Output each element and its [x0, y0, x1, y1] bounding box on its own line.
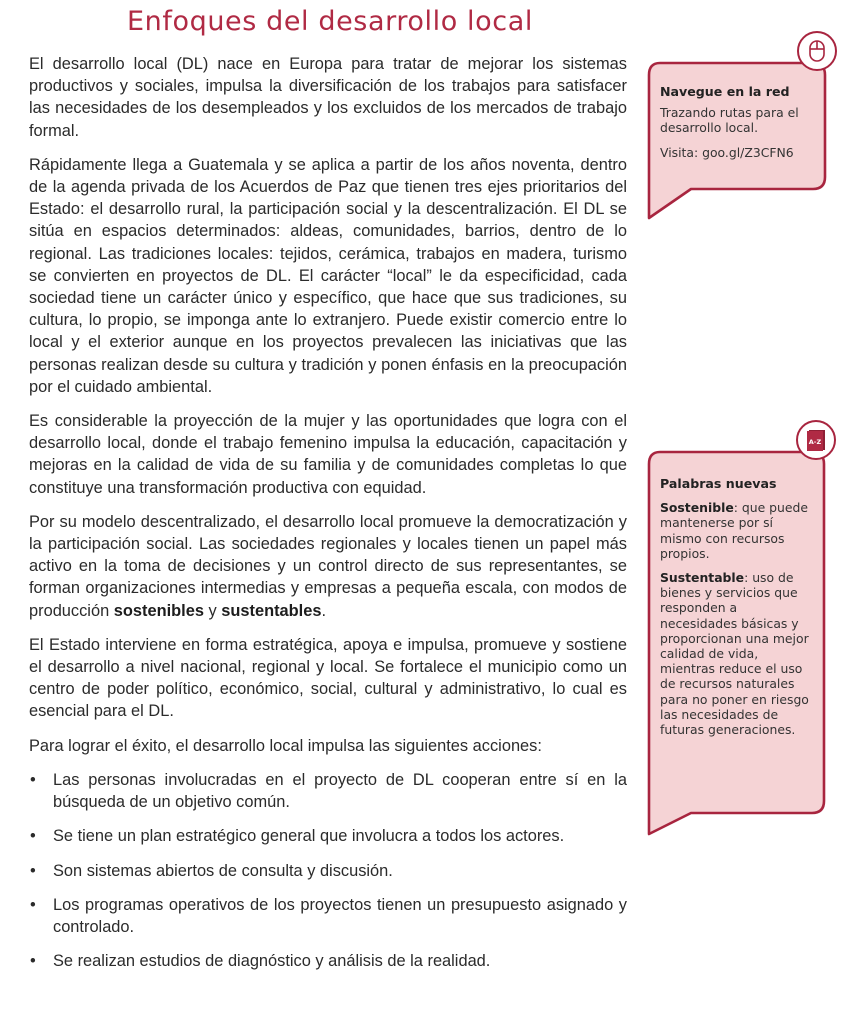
paragraph-text: y	[203, 601, 222, 620]
glossary-entry-sustentable	[660, 570, 815, 737]
paragraph-state: El Estado interviene en forma estratégica, apoya e impulsa, promueve y sostiene el desarrollo a nivel nacional, regional y local. Se fortalece el municipio como un centro de poder político, económico, social, cultural y administrativo, lo cual es esencial para el DL.	[29, 635, 627, 721]
list-item-text: Los programas operativos de los proyectos tienen un presupuesto asignado y controlado.	[53, 895, 627, 936]
list-item-text: Se tiene un plan estratégico general que involucra a todos los actores.	[53, 827, 565, 846]
paragraph-text: Por su modelo descentralizado, el desarrollo local promueve la democratización y la participación social. Las sociedades regionales y locales tienen un papel más activo en la toma de decisiones y un control directo de sus representantes, se forman organizaciones intermedias y empresas a pequeña escala, con modos de producción	[29, 512, 627, 620]
list-item-text: Se realizan estudios de diagnóstico y análisis de la realidad.	[53, 952, 491, 971]
list-item-text: Son sistemas abiertos de consulta y discusión.	[53, 861, 393, 880]
main-content	[29, 53, 627, 984]
page-title: Enfoques del desarrollo local	[127, 6, 533, 37]
glossary-definition: : que puede mantenerse por sí mismo con recursos propios.	[660, 500, 808, 561]
box-title: Navegue en la red	[660, 84, 790, 99]
paragraph-guatemala: Rápidamente llega a Guatemala y se aplica a partir de los años noventa, dentro de la agenda privada de los Acuerdos de Paz que tienen tres ejes prioritarios del Estado: el desarrollo rural, la participación social y la descentralización. El DL se sitúa en espacios determinados: aldeas, comunidades, barrios, dentro de lo regional. Las tradiciones locales: tejidos, cerámica, trabajos en madera, turismo se convierten en proyectos de DL. El carácter “local” le da especificidad, cada sociedad tiene un carácter único y específico, que hace que sus tradiciones, su cultura, lo propio, se imponga ante lo extranjero. Puede existir comercio entre lo local y el exterior aunque en los proyectos prevalecen las iniciativas que las personas realizan desde su cultura y tradición y ponen énfasis en la preocupación por el cuidado ambiental.	[29, 155, 627, 396]
list-intro: Para lograr el éxito, el desarrollo local impulsa las siguientes acciones:	[29, 736, 542, 755]
bullet-icon: •	[30, 952, 36, 971]
box-description: Trazando rutas para el desarrollo local.	[660, 105, 799, 136]
list-item	[29, 860, 627, 882]
paragraph-women: Es considerable la proyección de la mujer y las oportunidades que logra con el desarrollo local, donde el trabajo femenino impulsa la educación, capacitación y mejoras en la calidad de vida de su familia y de comunidades completas lo que constituye una transformación productiva con equidad.	[29, 412, 627, 497]
bullet-icon: •	[30, 861, 36, 880]
glossary-term: Sustentable	[660, 570, 745, 586]
glossary-entry-sostenible	[660, 500, 815, 561]
paragraph-text: .	[321, 601, 327, 620]
list-item	[29, 769, 627, 813]
bullet-icon: •	[30, 827, 36, 846]
bullet-icon: •	[30, 770, 36, 789]
glossary-definition: : uso de bienes y servicios que responden a necesidades básicas y proporcionan una mejor calidad de vida, mientras reduce el uso de recursos naturales para no poner en riesgo las necesidades de futuras generaciones.	[660, 570, 809, 738]
term-sustentables: sustentables	[221, 601, 322, 620]
actions-list	[29, 769, 627, 972]
navegue-en-la-red-box	[648, 63, 825, 218]
term-sostenibles: sostenibles	[113, 601, 204, 620]
bullet-icon: •	[30, 895, 36, 914]
box-title: Palabras nuevas	[660, 476, 777, 491]
paragraph-origin: El desarrollo local (DL) nace en Europa para tratar de mejorar los sistemas productivos y sociales, impulsa la diversificación de los trabajos para satisfacer las necesidades de los desempleados y los excluidos de los mercados de trabajo formal.	[29, 55, 627, 140]
list-item	[29, 825, 627, 847]
list-item-text: Las personas involucradas en el proyecto de DL cooperan entre sí en la búsqueda de un objetivo común.	[53, 770, 627, 812]
list-item	[29, 950, 627, 972]
glossary-term: Sostenible	[660, 500, 734, 516]
visit-link[interactable]: Visita: goo.gl/Z3CFN6	[660, 144, 794, 160]
palabras-nuevas-box	[648, 438, 825, 834]
a-z-label: A-Z	[808, 438, 822, 446]
list-item	[29, 894, 627, 938]
paragraph-decentralized-model	[29, 511, 627, 622]
